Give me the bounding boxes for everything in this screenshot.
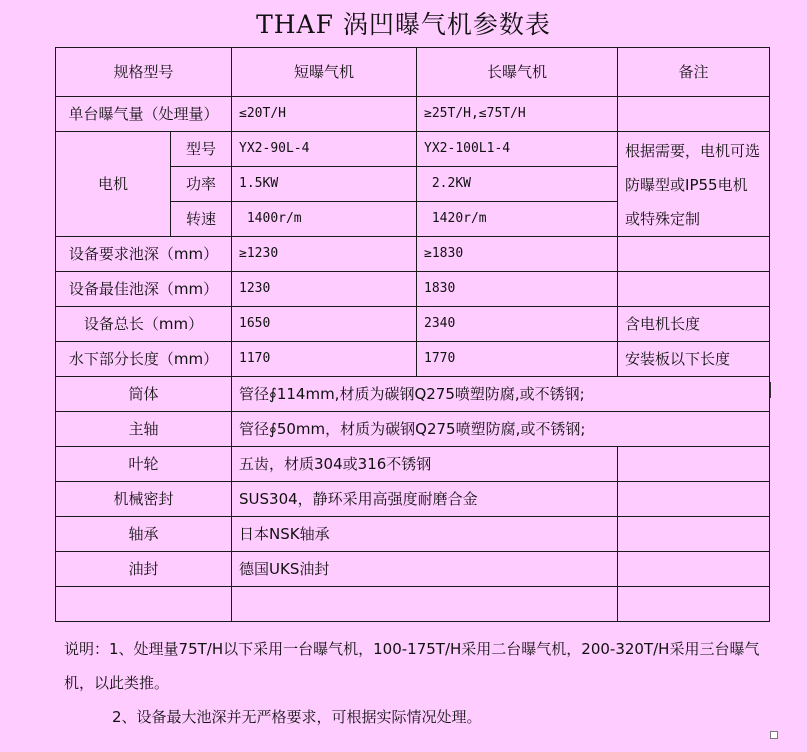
text-cursor bbox=[770, 382, 771, 398]
row-label: 机械密封 bbox=[56, 482, 232, 517]
table-row bbox=[56, 272, 770, 307]
document-title: THAF 涡凹曝气机参数表 bbox=[256, 10, 551, 39]
cell-remark bbox=[618, 517, 770, 552]
cell-short: 1400r/m bbox=[232, 202, 417, 237]
table-row bbox=[56, 412, 770, 447]
table-row bbox=[56, 237, 770, 272]
cell-value: 日本NSK轴承 bbox=[232, 517, 618, 552]
cell-remark bbox=[618, 97, 770, 132]
row-label: 设备总长（mm） bbox=[56, 307, 232, 342]
motor-label: 电机 bbox=[56, 132, 171, 237]
table-header-row bbox=[56, 48, 770, 97]
motor-remark: 根据需要，电机可选防曝型或IP55电机或特殊定制 bbox=[618, 132, 770, 237]
cell-remark bbox=[618, 482, 770, 517]
cell-long: YX2-100L1-4 bbox=[417, 132, 618, 167]
row-label: 轴承 bbox=[56, 517, 232, 552]
note-line-1: 说明：1、处理量75T/H以下采用一台曝气机，100-175T/H采用二台曝气机，200-320T/H采用三台曝气机，以此类推。 bbox=[64, 640, 760, 692]
cell-long: 2340 bbox=[417, 307, 618, 342]
paragraph-mark bbox=[770, 731, 778, 739]
empty-cell bbox=[232, 587, 618, 622]
cell-remark bbox=[618, 237, 770, 272]
cell-short: ≤20T/H bbox=[232, 97, 417, 132]
cell-remark: 安装板以下长度 bbox=[618, 342, 770, 377]
parameter-table bbox=[55, 47, 770, 622]
cell-long: ≥1830 bbox=[417, 237, 618, 272]
cell-short: 1230 bbox=[232, 272, 417, 307]
row-label: 筒体 bbox=[56, 377, 232, 412]
cell-value: 德国UKS油封 bbox=[232, 552, 618, 587]
cell-short: 1170 bbox=[232, 342, 417, 377]
cell-long: 1830 bbox=[417, 272, 618, 307]
cell-short: 1650 bbox=[232, 307, 417, 342]
motor-sub-label: 功率 bbox=[171, 167, 232, 202]
empty-cell bbox=[618, 587, 770, 622]
empty-cell bbox=[56, 587, 232, 622]
header-spec: 规格型号 bbox=[56, 48, 232, 97]
cell-value: 管径∮114mm,材质为碳钢Q275喷塑防腐,或不锈钢; bbox=[232, 377, 770, 412]
table-row bbox=[56, 307, 770, 342]
empty-row bbox=[56, 587, 770, 622]
table-row bbox=[56, 517, 770, 552]
note-line-2: 2、设备最大池深并无严格要求，可根据实际情况处理。 bbox=[112, 708, 482, 726]
cell-value: 五齿，材质304或316不锈钢 bbox=[232, 447, 618, 482]
table-row bbox=[56, 552, 770, 587]
cell-short: 1.5KW bbox=[232, 167, 417, 202]
table-row bbox=[56, 132, 770, 167]
cell-long: 1770 bbox=[417, 342, 618, 377]
cell-remark bbox=[618, 552, 770, 587]
table-row bbox=[56, 482, 770, 517]
cell-long: 1420r/m bbox=[417, 202, 618, 237]
row-label: 设备最佳池深（mm） bbox=[56, 272, 232, 307]
cell-value: 管径∮50mm，材质为碳钢Q275喷塑防腐,或不锈钢; bbox=[232, 412, 770, 447]
header-long: 长曝气机 bbox=[417, 48, 618, 97]
cell-remark bbox=[618, 272, 770, 307]
cell-long: 2.2KW bbox=[417, 167, 618, 202]
cell-short: ≥1230 bbox=[232, 237, 417, 272]
cell-remark bbox=[618, 447, 770, 482]
row-label: 单台曝气量（处理量） bbox=[56, 97, 232, 132]
row-label: 主轴 bbox=[56, 412, 232, 447]
row-label: 水下部分长度（mm） bbox=[56, 342, 232, 377]
motor-sub-label: 转速 bbox=[171, 202, 232, 237]
table-row bbox=[56, 342, 770, 377]
cell-remark: 含电机长度 bbox=[618, 307, 770, 342]
notes bbox=[64, 632, 774, 734]
row-label: 油封 bbox=[56, 552, 232, 587]
motor-sub-label: 型号 bbox=[171, 132, 232, 167]
table-row bbox=[56, 377, 770, 412]
table-row bbox=[56, 97, 770, 132]
cell-value: SUS304，静环采用高强度耐磨合金 bbox=[232, 482, 618, 517]
row-label: 叶轮 bbox=[56, 447, 232, 482]
cell-short: YX2-90L-4 bbox=[232, 132, 417, 167]
table-row bbox=[56, 447, 770, 482]
cell-long: ≥25T/H,≤75T/H bbox=[417, 97, 618, 132]
header-short: 短曝气机 bbox=[232, 48, 417, 97]
header-remark: 备注 bbox=[618, 48, 770, 97]
row-label: 设备要求池深（mm） bbox=[56, 237, 232, 272]
